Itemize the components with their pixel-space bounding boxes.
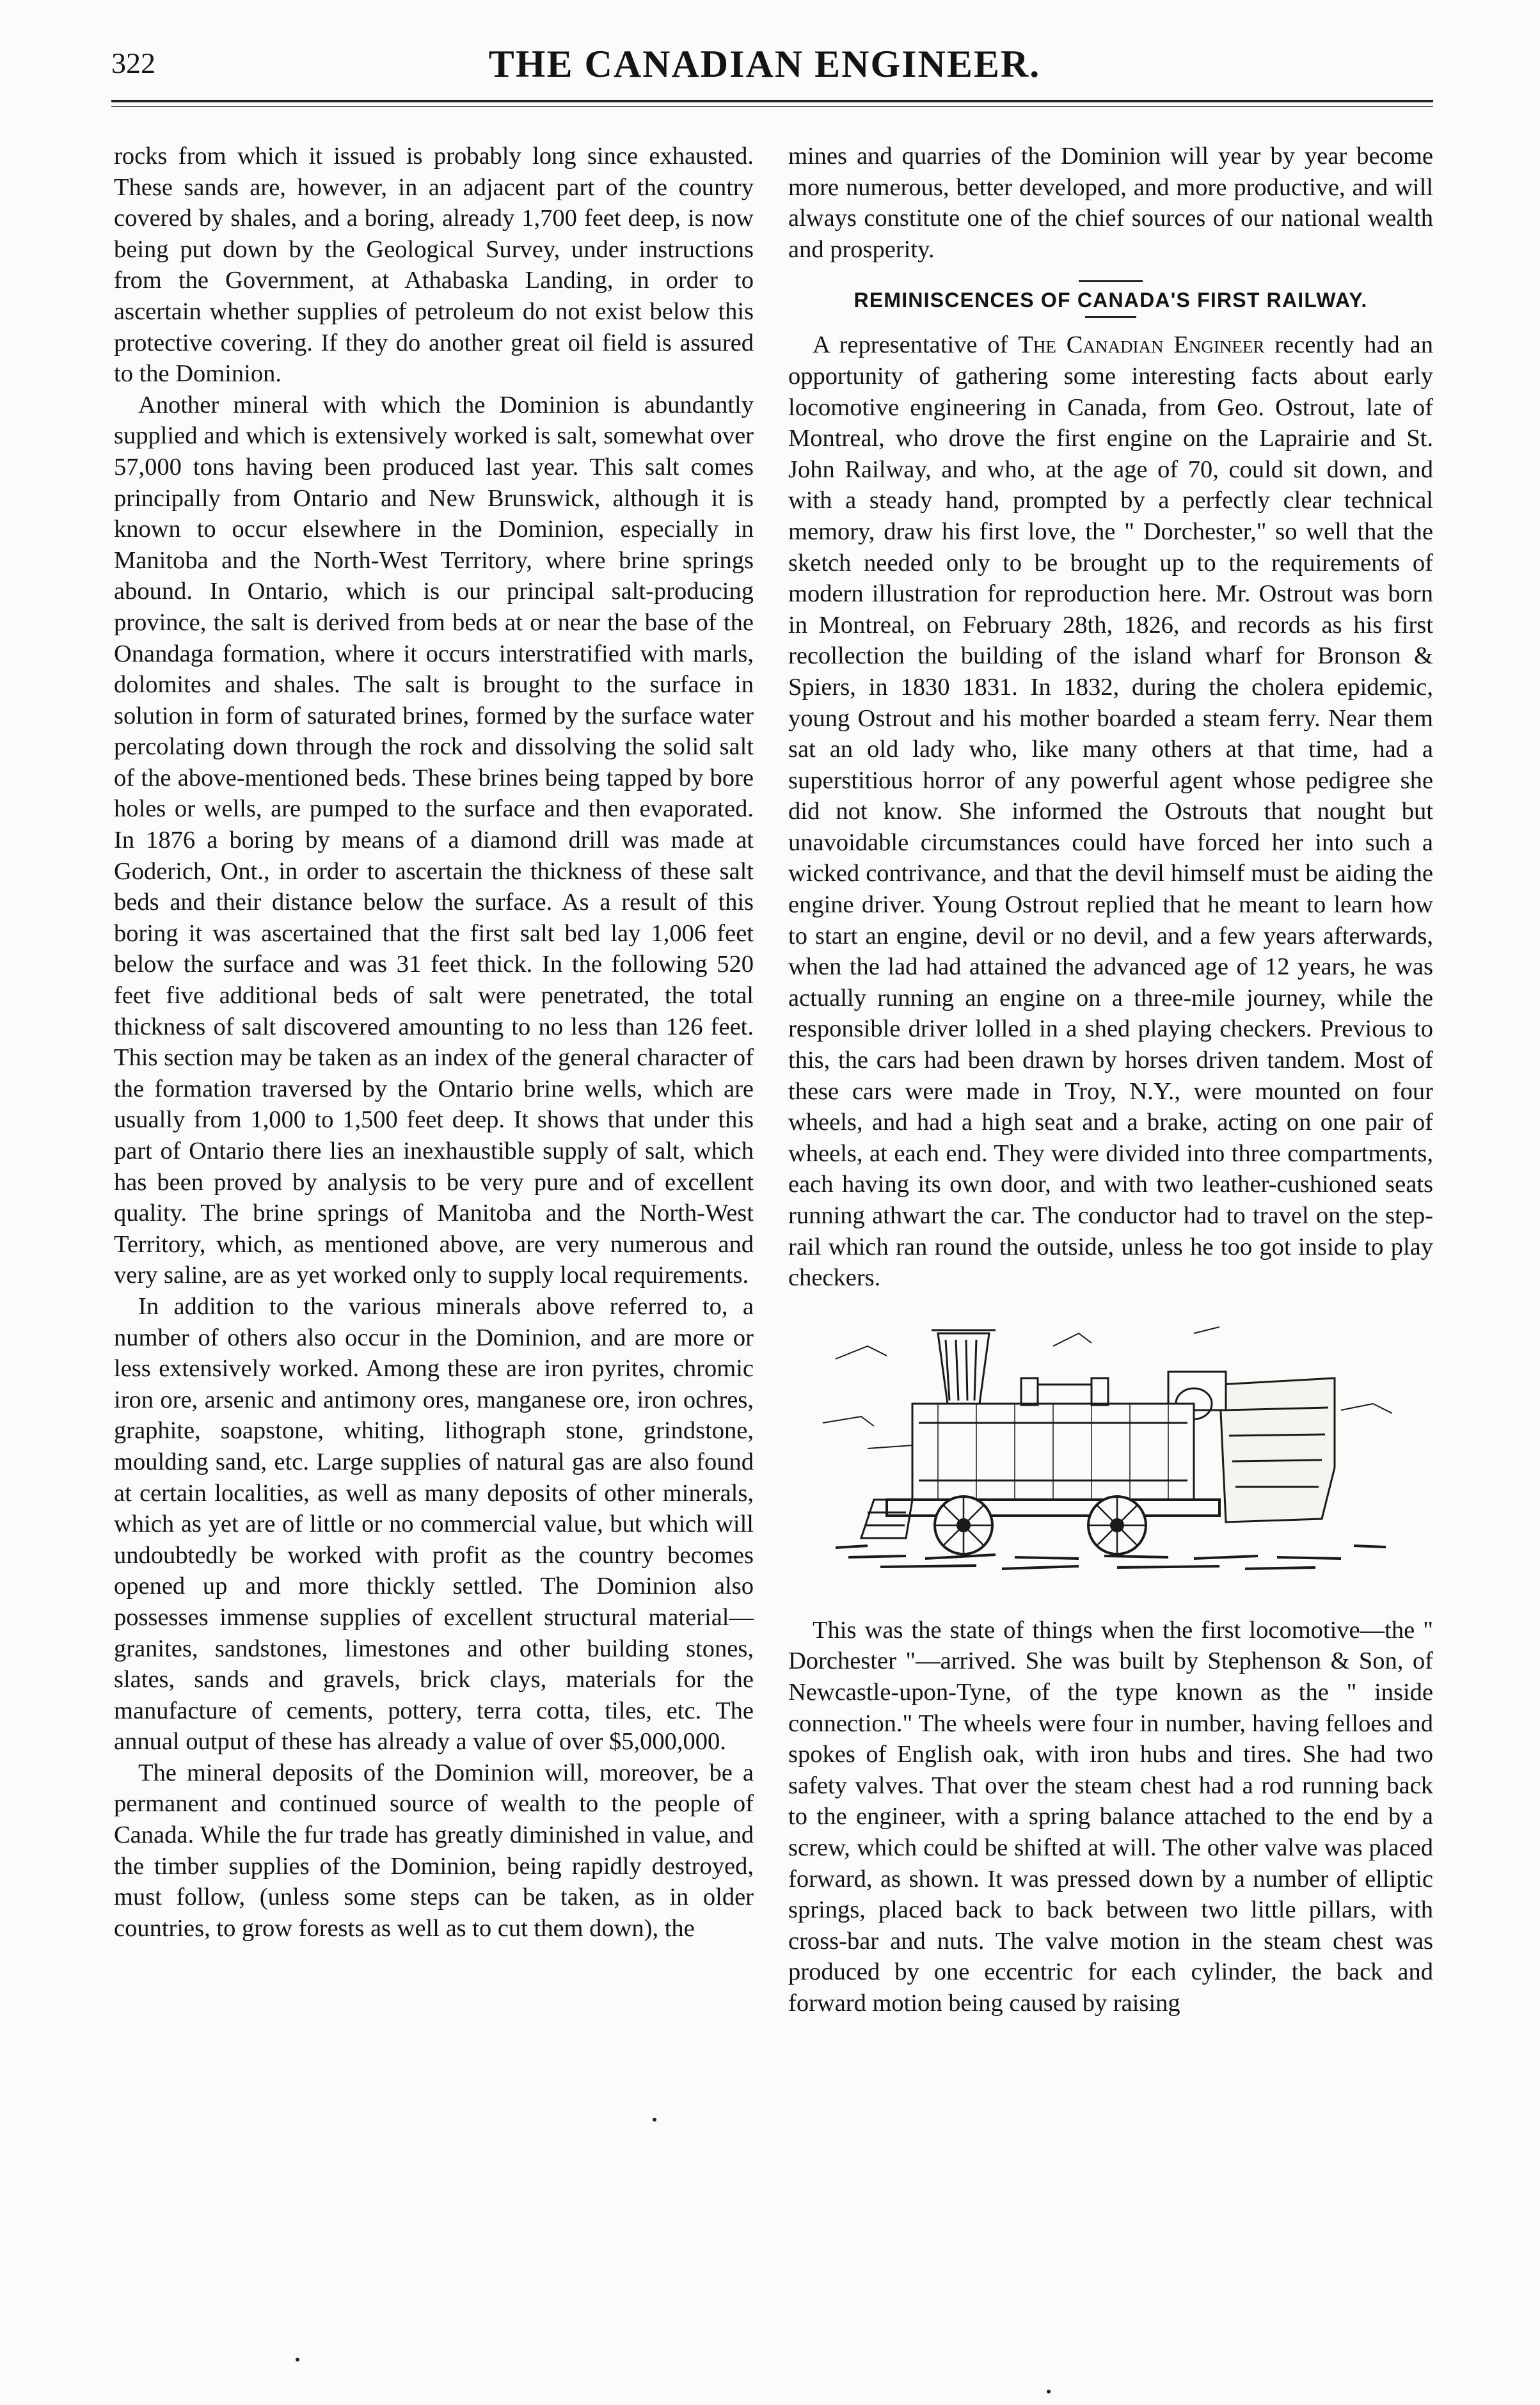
intro-text: recently had an opportunity of gathering some interesting facts about early locomotive engineering in Canada, from Geo. Ostrout, late of Montreal, who drove the first engine on the Laprairie and St. John Railway, and who, at the age of 70, could sit down, and with a steady hand, prompted by a perfectly clear technical memory, draw his first love, the " Dorchester," so well that the sketch needed only to be brought up to the requirements of modern illustration for reproduction here. Mr. Ostrout was born in Montreal, on February 28th, 1826, and records as his first recollection the building of the island wharf for Bronson & Spiers, in 1830 1831. In 1832, during the cholera epidemic, young Ostrout and his mother boarded a steam ferry. Near them sat an old lady who, like many others at that time, had a superstitious horror of any powerful agent whose pedigree she did not know. She informed the Ostrouts that nought but unavoidable circumstances could have forced her into such a wicked contrivance, and that the devil himself must be aiding the engine driver. Young Ostrout replied that he meant to learn how to start an engine, devil or no devil, and a few years afterwards, when the lad had attained the advanced age of 12 years, he was actually running an engine on a three-mile journey, while the responsible driver lolled in a shed playing checkers. Previous to this, the cars had been drawn by horses driven tandem. Most of these cars were made in Troy, N.Y., were mounted on four wheels, and had a high seat and a brake, acting on one pair of wheels, at each end. They were divided into three compartments, each having its own door, and with two leather-cushioned seats running athwart the car. The conductor had to travel on the step-rail which ran round the outside, unless he too got inside to play checkers. (788, 331, 1434, 1292)
print-speck (296, 2358, 299, 2361)
locomotive-illustration (810, 1308, 1411, 1583)
print-speck (653, 2118, 656, 2122)
wheels (935, 1496, 1146, 1554)
page-header (96, 38, 1433, 109)
body-paragraph: rocks from which it issued is probably long since exhausted. These sands are, however, in an adjacent part of the country covered by shales, and a boring, already 1,700 feet deep, is now being put down by the Geological Survey, under instructions from the Government, at Athabaska Landing, in order to ascertain whether supplies of petroleum do not exist below this protective covering. If they do another great oil field is assured to the Dominion. (114, 143, 754, 388)
smokestack (932, 1330, 996, 1404)
section-rule (1085, 316, 1136, 318)
boiler (912, 1404, 1194, 1500)
body-paragraph: In addition to the various minerals above referred to, a number of others also occur in the Dominion, and are more or less extensively worked. Among these are iron pyrites, chromic iron ore, arsenic and antimony ores, manganese ore, iron ochres, graphite, soapstone, whiting, lithograph stone, grindstone, moulding sand, etc. Large supplies of natural gas are also found at certain localities, as well as many deposits of other minerals, which as yet are of little or no commercial value, but which will undoubtedly be worked with profit as the country becomes opened up and more thickly settled. The Dominion also possesses immense supplies of excellent structural material—granites, sandstones, limestones and other building stones, slates, sands and gravels, brick clays, materials for the manufacture of cements, pottery, terra cotta, tiles, etc. The annual output of these has already a value of over $5,000,000. (114, 1292, 754, 1756)
safety-valves (1021, 1378, 1108, 1405)
journal-title: THE CANADIAN ENGINEER. (488, 43, 1041, 85)
body-paragraph: This was the state of things when the first locomotive—the " Dorchester "—arrived. She was built by Stephenson & Son, of Newcastle-upon-Tyne, of the type known as the " inside connection." The wheels were four in number, having felloes and spokes of English oak, with iron hubs and tires. She had two safety valves. That over the steam chest had a rod running back to the engineer, with a spring balance attached to the end by a screw, which could be shifted at will. The other valve was placed forward, as shown. It was pressed down by a number of elliptic springs, placed back to back between two little pillars, with cross-bar and nuts. The valve motion in the steam chest was produced by one eccentric for each cylinder, the back and forward motion being caused by raising (788, 1616, 1433, 2017)
right-column (788, 141, 1433, 2019)
section-rule (1079, 280, 1143, 282)
header-rule-thin (111, 106, 1433, 107)
left-column (114, 141, 754, 1944)
intro-text: A representative of (813, 331, 1019, 359)
article-intro-paragraph (788, 329, 1433, 1293)
locomotive-figure (810, 1308, 1411, 1583)
body-paragraph: The mineral deposits of the Dominion will, moreover, be a permanent and continued source of wealth to the people of Canada. While the fur trade has greatly diminished in value, and the timber supplies of the Dominion, being rapidly destroyed, must follow, (unless some steps can be taken, as in older countries, to grow forests as well as to cut them down), the (114, 1759, 754, 1942)
journal-name-small-caps: The Canadian Engineer (1018, 331, 1265, 359)
print-speck (1047, 2390, 1051, 2393)
body-paragraph: mines and quarries of the Dominion will year by year become more numerous, better developed, and more productive, and will always constitute one of the chief sources of our national wealth and prosperity. (788, 143, 1433, 263)
article-heading: REMINISCENCES OF CANADA'S FIRST RAILWAY. (853, 289, 1368, 312)
header-rule (111, 100, 1433, 102)
body-paragraph: Another mineral with which the Dominion is abundantly supplied and which is extensively worked is salt, somewhat over 57,000 tons having been produced last year. This salt comes principally from Ontario and New Brunswick, although it is known to occur elsewhere in the Dominion, especially in Manitoba and the North-West Territory, where brine springs abound. In Ontario, which is our principal salt-producing province, the salt is derived from beds at or near the base of the Onandaga formation, where it occurs interstratified with marls, dolomites and shales. The salt is brought to the surface in solution in form of saturated brines, formed by the surface water percolating down through the rock and dissolving the solid salt of the above-mentioned beds. These brines being tapped by bore holes or wells, are pumped to the surface and then evaporated. In 1876 a boring by means of a diamond drill was made at Goderich, Ont., in order to ascertain the thickness of these salt beds and their distance below the surface. As a result of this boring it was ascertained that the first salt bed lay 1,006 feet below the surface and was 31 feet thick. In the following 520 feet five additional beds of salt were penetrated, the total thickness of salt discovered amounting to no less than 126 feet. This section may be taken as an index of the general character of the formation traversed by the Ontario brine wells, which are usually from 1,000 to 1,500 feet deep. It shows that under this part of Ontario there lies an inexhaustible supply of salt, which has been proved by analysis to be very pure and of excellent quality. The brine springs of Manitoba and the North-West Territory, which, as mentioned above, are very numerous and very saline, are as yet worked only to supply local requirements. (114, 391, 754, 1289)
page-number: 322 (111, 47, 155, 79)
